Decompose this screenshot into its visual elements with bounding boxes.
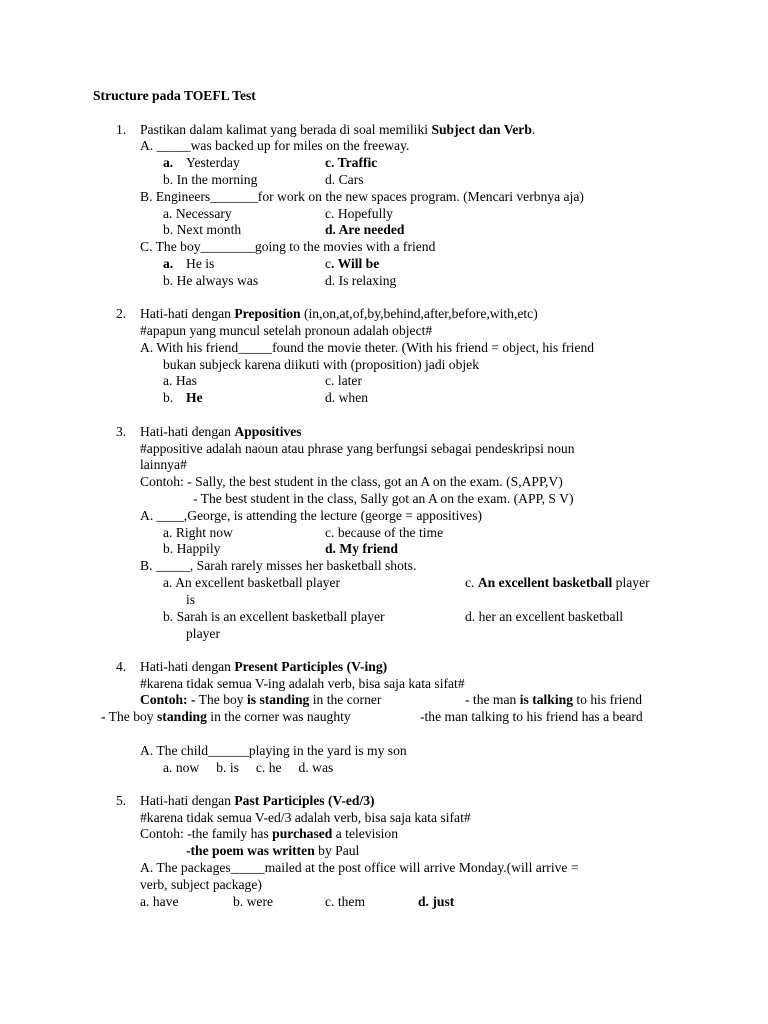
section-3-a-option-a: a. Right now — [163, 525, 233, 540]
section-4-number: 4. — [116, 659, 127, 674]
section-3-b-option-b: b. Sarah is an excellent basketball player — [163, 609, 385, 624]
section-4-intro: Hati-hati dengan Present Participles (V-ing) — [140, 659, 388, 674]
section-1-question-b: B. Engineers_______for work on the new spaces program. (Mencari verbnya aja) — [140, 189, 584, 204]
section-5-intro: Hati-hati dengan Past Participles (V-ed/3) — [140, 793, 375, 808]
section-1-a-option-a: a. Yesterday — [163, 155, 240, 170]
section-5-example-2: -the poem was written by Paul — [186, 843, 360, 858]
section-5-option-a: a. have — [140, 894, 179, 909]
section-2-option-c: c. later — [325, 373, 362, 388]
section-1-c-option-b: b. He always was — [163, 273, 259, 288]
section-5-example-1: Contoh: -the family has purchased a television — [140, 826, 399, 841]
section-1-a-option-b: b. In the morning — [163, 172, 258, 187]
section-4-example-1: Contoh: - The boy is standing in the corner — [140, 692, 382, 707]
section-3-a-option-d: d. My friend — [325, 541, 398, 556]
section-4-question: A. The child______playing in the yard is my son — [140, 743, 407, 758]
section-1-a-option-c: c. Traffic — [325, 155, 378, 170]
section-1-b-option-c: c. Hopefully — [325, 206, 393, 221]
section-3-b-option-a: a. An excellent basketball player — [163, 575, 341, 590]
section-3-b-option-a-wrap: is — [186, 592, 196, 607]
section-4-note: #karena tidak semua V-ing adalah verb, bisa saja kata sifat# — [140, 676, 465, 691]
section-3-question-a: A. ____,George, is attending the lecture (george = appositives) — [140, 508, 483, 523]
section-2-note: #apapun yang muncul setelah pronoun adalah object# — [140, 323, 433, 338]
section-2-option-a: a. Has — [163, 373, 197, 388]
section-1-c-option-c: c. Will be — [325, 256, 380, 271]
section-4-example-4: -the man talking to his friend has a beard — [420, 709, 643, 724]
section-4-options: a. now b. is c. he d. was — [163, 760, 334, 775]
section-3-note-line-2: lainnya# — [140, 457, 187, 472]
section-2-question-line-1: A. With his friend_____found the movie theter. (With his friend = object, his friend — [140, 340, 595, 355]
section-3-note-line-1: #appositive adalah naoun atau phrase yang berfungsi sebagai pendeskripsi noun — [140, 441, 575, 456]
section-2-option-d: d. when — [325, 390, 369, 405]
section-1-number: 1. — [116, 122, 127, 137]
section-3-b-option-c: c. An excellent basketball player — [465, 575, 650, 590]
section-1-b-option-a: a. Necessary — [163, 206, 232, 221]
section-4-example-3: - The boy standing in the corner was naughty — [101, 709, 351, 724]
section-5-option-b: b. were — [233, 894, 274, 909]
section-5-option-d: d. just — [418, 894, 455, 909]
section-1-b-option-b: b. Next month — [163, 222, 242, 237]
section-3-b-option-b-wrap: player — [186, 626, 220, 641]
section-1-a-option-d: d. Cars — [325, 172, 364, 187]
section-2-intro: Hati-hati dengan Preposition (in,on,at,of,by,behind,after,before,with,etc) — [140, 306, 538, 321]
section-5-question-line-2: verb, subject package) — [140, 877, 262, 892]
section-5-question-line-1: A. The packages_____mailed at the post office will arrive Monday.(will arrive = — [140, 860, 579, 875]
section-1-intro: Pastikan dalam kalimat yang berada di soal memiliki Subject dan Verb. — [140, 122, 536, 137]
section-1-b-option-d: d. Are needed — [325, 222, 405, 237]
section-2-question-line-2: bukan subjeck karena diikuti with (proposition) jadi objek — [163, 357, 479, 372]
section-4-example-2: - the man is talking to his friend — [465, 692, 643, 707]
section-5-option-c: c. them — [325, 894, 366, 909]
section-2-option-b: b. He — [163, 390, 203, 405]
section-2-number: 2. — [116, 306, 127, 321]
section-5-number: 5. — [116, 793, 127, 808]
section-3-a-option-c: c. because of the time — [325, 525, 444, 540]
section-3-b-option-d: d. her an excellent basketball — [465, 609, 624, 624]
page-title: Structure pada TOEFL Test — [93, 88, 256, 103]
section-3-intro: Hati-hati dengan Appositives — [140, 424, 302, 439]
section-1-c-option-a: a. He is — [163, 256, 215, 271]
section-1-c-option-d: d. Is relaxing — [325, 273, 397, 288]
section-3-question-b: B. _____, Sarah rarely misses her basketball shots. — [140, 558, 417, 573]
section-1-question-a: A. _____was backed up for miles on the freeway. — [140, 138, 410, 153]
section-5-note: #karena tidak semua V-ed/3 adalah verb, bisa saja kata sifat# — [140, 810, 471, 825]
section-3-a-option-b: b. Happily — [163, 541, 221, 556]
section-1-question-c: C. The boy________going to the movies with a friend — [140, 239, 436, 254]
section-3-example-1: Contoh: - Sally, the best student in the class, got an A on the exam. (S,APP,V) — [140, 474, 563, 489]
section-3-example-2: - The best student in the class, Sally got an A on the exam. (APP, S V) — [193, 491, 574, 506]
section-3-number: 3. — [116, 424, 127, 439]
